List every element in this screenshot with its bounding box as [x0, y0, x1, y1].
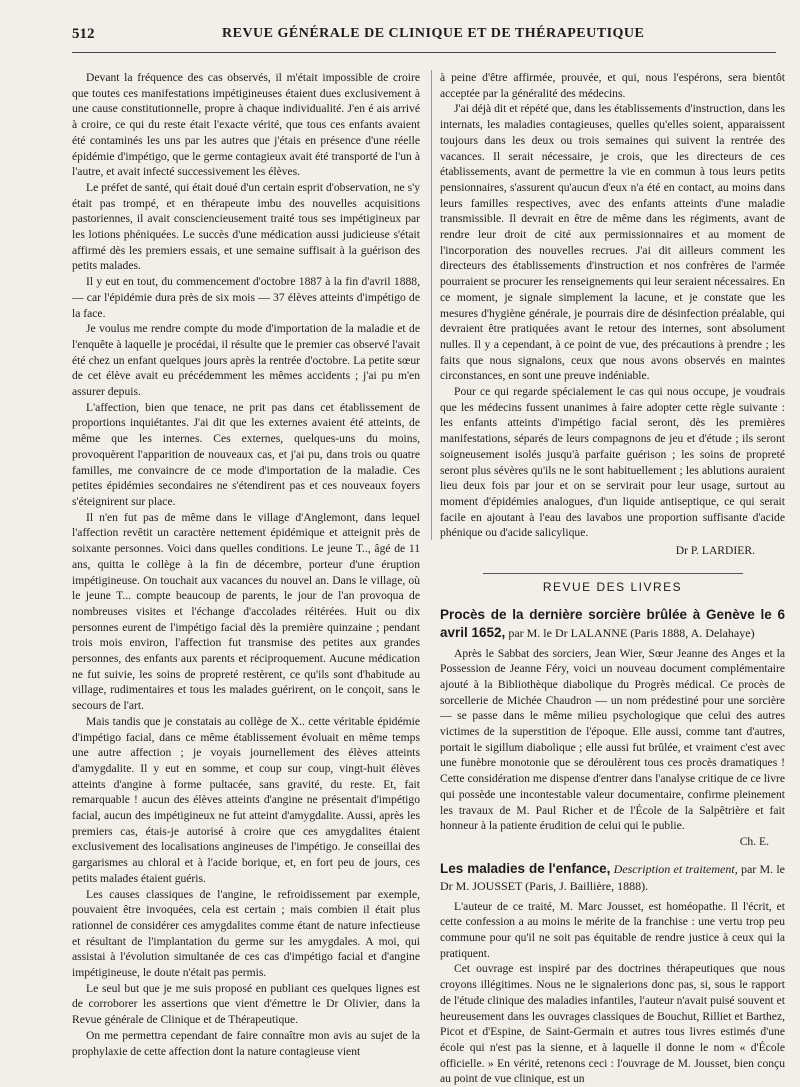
paragraph: Je voulus me rendre compte du mode d'importation de la maladie et de l'enquête à laquelle je procédai, il résulte que le premier cas observé l'avait été chez un enfant quelques jours après la rentrée d'octobre. La petite sœur de cet élève avait eu précédemment les mêmes accidents ; j'ai pu m'en assurer depuis.	[72, 322, 420, 399]
paragraph: à peine d'être affirmée, prouvée, et qui, nous l'espérons, sera bientôt acceptée par la généralité des médecins.	[440, 71, 785, 100]
paragraph: Mais tandis que je constatais au collège de X.. cette véritable épidémie d'impétigo facial, dans ce même établissement évoluait en même temps une autre affection ; je voyais journellement des élèves atteints d'amygdalite. Il y eut en somme, et coup sur coup, vingt-huit élèves atteints d'angine à forme pultacée, sans gravité, du reste. Et, fait remarquable ! aucun des élèves atteints d'angine ne présentait d'impétigo facial, aucun des impétigineux ne fut atteint d'amygdalite. Aussi, après les premiers cas, étais-je autorisé à croire que ces amygdalites étaient exclusivement des localisations angineuses de l'impétigo. Je conseillai des gargarismes au chloral et à l'acide borique, et, en fort peu de jours, ces petits malades étaient guéris.	[72, 714, 420, 885]
paragraph: On me permettra cependant de faire connaître mon avis au sujet de la prophylaxie de cette affection dont la nature contagieuse vient	[72, 1028, 420, 1058]
page-number: 512	[72, 26, 95, 42]
paragraph: Les causes classiques de l'angine, le refroidissement par exemple, pouvaient être invoquées, cela est certain ; mais combien il était plus rationnel de considérer ces amygdalites comme étant de nature infectieuse et résultant de l'implantation du germe sur les amygdales. A moi, qui assistai à l'évolution simultanée de ces cas d'impétigo facial et d'angine impétigineuse, le doute n'était pas permis.	[72, 887, 420, 980]
paragraph: Pour ce qui regarde spécialement le cas qui nous occupe, je voudrais que les médecins fussent unanimes à faire adopter cette règle suivante : les enfants atteints d'impétigo facial seront, dès les premières manifestations, séparés de leurs compagnons de jeu et d'étude ; ils seront soigneusement isolés jusqu'à parfaite guérison ; les soins de propreté seront plus sévères qu'ils ne le sont habituellement ; les ablutions auraient lieu deux fois par jour et on se servirait pour leur usage, surtout au moment d'épidémies analogues, d'un liquide antiseptique, ce qui serait facile en ajoutant à l'eau des lavabos une proportion suffisante d'acide phénique ou d'acide salicylique.	[440, 385, 785, 540]
paragraph: Devant la fréquence des cas observés, il m'était impossible de croire que toutes ces manifestations impétigineuses étaient dues exclusivement à une cause constitutionnelle, propre à chaque individualité. J'en é ais arrivé à croire, ce qui du reste était l'exacte vérité, que tous ces enfants avaient été contaminés les uns par les autres que j'étais en présence d'une réelle épidémie d'impétigo, que le germe contagieux avait été transporté de l'un à l'autre, et avait infecté successivement les élèves.	[72, 71, 420, 179]
review-byline: par M. le Dr LALANNE (Paris 1888, A. Delahaye)	[508, 625, 755, 640]
review-title	[440, 860, 785, 895]
left-column	[72, 70, 420, 1058]
review-paragraph: Après le Sabbat des sorciers, Jean Wier, Sœur Jeanne des Anges et la Possession de Jeanne Féry, voici un nouveau document complémentaire ajouté à la Bibliothèque diabolique du Progrès médical. Ce procès de sorcellerie de Michée Chaudron — un nom prédestiné pour une sorcière — se passe dans le même milieu psychologique que celui des autres victimes de la superstition de l'époque. Elle aussi, comme tant d'autres, portait le sigillum diabolique ; elle aussi fut brûlée, et vraiment c'est avec une funèbre monotonie que se déroulèrent tous ces procès dramatiques ! Cette considération me dispense d'entrer dans l'analyse critique de ce livre qui possède une incontestable valeur documentaire, confirme pleinement les travaux de M. Paul Richer et de l'École de la Salpêtrière et fait honneur à la patiente érudition de celui qui le publie.	[440, 646, 785, 833]
section-rule	[483, 573, 743, 574]
review-title	[440, 606, 785, 642]
right-column	[440, 70, 786, 1086]
review-subtitle: Description et traitement,	[613, 861, 738, 876]
paragraph: Le seul but que je me suis proposé en publiant ces quelques lignes est de corroborer les assertions que vient d'émettre le Dr Olivier, dans la Revue générale de Clinique et de Thérapeutique.	[72, 981, 420, 1027]
paragraph: L'affection, bien que tenace, ne prit pas dans cet établissement de proportions inquiétantes. J'ai dit que les externes avaient été atteints, de même que les internes. Ces externes, quelques-uns du moins, provoquèrent l'apparition de nouveaux cas, et j'ai pu, dans trois ou quatre familles, me convaincre de ce mode d'importation de la maladie. Ces petites épidémies secondaires ne s'étendirent pas et ces nouveaux foyers s'éteignirent sur place.	[72, 400, 420, 508]
review-paragraph: Cet ouvrage est inspiré par des doctrines thérapeutiques que nous croyons illégitimes. Nous ne le signalerions donc pas, si, sous le rapport de l'étude clinique des maladies infantiles, l'auteur n'avait puisé souvent et heureusement dans les ouvrages classiques de Bouchut, Rilliet et Barthez, Picot et d'Espine, de Saint-Germain et autres tous livres estimés d'une école qui n'est pas la sienne, et à laquelle il donne le nom « d'École officielle. » En vérité, retenons ceci : l'ouvrage de M. Jousset, bien conçu au point de vue clinique, est un	[440, 962, 785, 1086]
paragraph: Il n'en fut pas de même dans le village d'Anglemont, dans lequel l'affection revêtit un caractère nettement épidémique et atteignit près de soixante personnes. Voici dans quelles conditions. Le jeune T.., âgé de 11 ans, quitta le collège à la fin de décembre, porteur d'une éruption impétigineuse. On touchait aux vacances du nouvel an. Dans le village, où le jeune T... compte beaucoup de parents, le jour de l'an provoqua de nombreuses visites et l'échange d'accolades réitérées. Huit ou dix personnes eurent de l'impétigo facial dès la première quinzaine ; pendant trois mois environ, l'affection fut transmise des petites aux grandes personnes, des enfants aux parents et réciproquement. Aucune médication ne fut suivie, les soins de propreté restèrent, ce qu'ils sont d'habitude au village, rudimentaires et tous les malades guérirent, on le conçoit, sans le secours de l'art.	[72, 510, 420, 713]
section-heading: REVUE DES LIVRES	[542, 579, 683, 594]
review-byline: par M. le Dr M. JOUSSET (Paris, J. Baillière, 1888).	[440, 861, 786, 893]
running-title: REVUE GÉNÉRALE DE CLINIQUE ET DE THÉRAPEUTIQUE	[222, 26, 645, 41]
paragraph: Il y eut en tout, du commencement d'octobre 1887 à la fin d'avril 1888, — car l'épidémie dura près de six mois — 37 élèves atteints d'impétigo de la face.	[72, 275, 420, 320]
review-title-main: Procès de la dernière sorcière brûlée à Genève le 6 avril 1652,	[440, 606, 785, 640]
review-title-main: Les maladies de l'enfance,	[440, 860, 611, 876]
page-header	[72, 26, 776, 48]
header-rule	[72, 52, 776, 53]
review-paragraph: L'auteur de ce traité, M. Marc Jousset, est homéopathe. Il l'écrit, et cette confession a au moins le mérite de la franchise : une vertu trop peu commune pour qu'il ne soit pas équitable de rendre justice à ceux qui la pratiquent.	[440, 899, 785, 960]
review-initials: Ch. E.	[739, 834, 769, 848]
author-signature: Dr P. LARDIER.	[675, 544, 755, 558]
column-divider	[431, 70, 432, 540]
paragraph: J'ai déjà dit et répété que, dans les établissements d'instruction, dans les internats, les maladies contagieuses, quelles qu'elles soient, apparaissent toujours dans les deux ou trois semaines qui suivent la rentrée des vacances. Il serait nécessaire, je crois, que les directeurs de ces établissements, avant de permettre la vie en commun à tous leurs petits pensionnaires, s'assurent qu'aucun d'eux n'a été en contact, au moins dans leurs familles respectives, avec des enfants atteints d'une maladie transmissible. Il devrait en être de même dans les régiments, avant de rendre leur droit de cité aux permissionnaires et au moment de l'incorporation des nouvelles recrues. J'ai dit ailleurs comment les directeurs des établissements d'instruction et nos confrères de l'armée pourraient se procurer les renseignements qui leur seraient nécessaires. En ce moment, je signale simplement la lacune, et je constate que les mesures d'hygiène générale, je pourrais dire de désinfection préalable, qui devraient être pratiquées avant le retour des internes, sont absolument nulles. Il y a cependant, à ce point de vue, des précautions à prendre ; les faits que nous signalons, ceux que nous avons observés en maintes circonstances, en sont une preuve indéniable.	[440, 102, 785, 383]
paragraph: Le préfet de santé, qui était doué d'un certain esprit d'observation, ne s'y était pas trompé, et en thérapeute imbu des nouvelles acquisitions pastoriennes, il avait consciencieusement traité tous ses impétigineux par les lotions phéniquées. Le succès d'une médication aussi judicieuse s'était affirmé dès les premiers essais, et une semaine suffisait à la guérison des petits malades.	[72, 180, 420, 273]
